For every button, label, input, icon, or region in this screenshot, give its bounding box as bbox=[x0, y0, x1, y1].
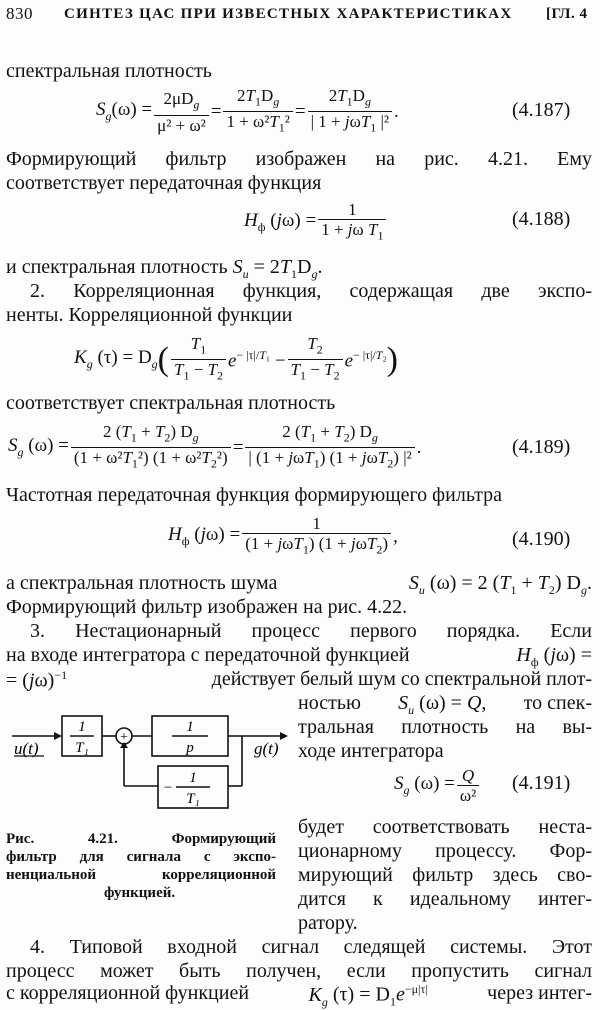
figure-caption: Рис. 4.21. Формирующий bbox=[6, 831, 276, 847]
inline-formula: $H_ф$ (jω) = bbox=[516, 644, 592, 669]
equation-number: (4.189) bbox=[512, 436, 571, 458]
svg-text:1: 1 bbox=[189, 770, 197, 786]
equation-4-188: $H_ф$ (jω) = $\frac{1}{1 + j\omega T_1}$ bbox=[244, 200, 388, 245]
text-line: тральная плотность на вы- bbox=[298, 716, 592, 738]
text-line bbox=[6, 982, 592, 1010]
inline-formula: $S_u$ (ω) = Q, bbox=[398, 692, 487, 717]
inline-formula: $S_u$ (ω) = 2 $(T_1 + T_2)$ $D_g$. bbox=[408, 572, 592, 597]
output-label: g(t) bbox=[254, 739, 279, 758]
text-fragment: с корреляционной функцией bbox=[6, 982, 250, 1004]
text-fragment: а спектральная плотность шума bbox=[6, 572, 278, 594]
inline-formula: $S_u = 2T_1D_g$. bbox=[232, 256, 323, 281]
text-line: соответствует спектральная плотность bbox=[6, 392, 336, 414]
text-line bbox=[6, 668, 592, 693]
page-number: 830 bbox=[6, 4, 33, 23]
text-line: ционарному процессу. Фор- bbox=[298, 840, 592, 862]
text-fragment: то спек- bbox=[523, 692, 592, 714]
figure-caption: ненциальной корреляционной bbox=[6, 867, 276, 883]
input-label: u(t) bbox=[14, 739, 39, 758]
equation-4-189: $S_g$ (ω) = $\frac{2 (T_1 + T_2) D_g}{(1 + \omega^2T_1^2) (1 + \omega^2T_2^2)}$ = $\frac{2 (T_1 + T_2) D_g}{| (1 + j\omega T_1) (1 + j\omega T_2) |^2}$ . bbox=[8, 422, 421, 474]
svg-text:T₁: T₁ bbox=[75, 740, 89, 756]
equation-4-190: $H_ф$ (jω) = $\frac{1}{(1 + j\omega T_1) (1 + j\omega T_2)}$ , bbox=[168, 514, 398, 559]
svg-text:−: − bbox=[163, 780, 173, 796]
equation-number: (4.188) bbox=[512, 208, 571, 230]
text-line: спектральная плотность bbox=[6, 60, 212, 82]
inline-formula: = $(j\omega)^{-1}$ bbox=[6, 668, 68, 692]
text-line: дится к идеальному интег- bbox=[298, 888, 592, 910]
text-fragment: и спектральная плотность bbox=[6, 256, 228, 278]
block-diagram bbox=[4, 708, 294, 828]
text-line: мирующий фильтр здесь сво- bbox=[298, 864, 592, 886]
text-line bbox=[6, 572, 592, 598]
text-line: соответствует передаточная функция bbox=[6, 172, 322, 194]
text-line: Формирующий фильтр изображен на рис. 4.22. bbox=[6, 596, 408, 618]
figure-caption: функцией. bbox=[104, 885, 176, 901]
equation-correlation: $K_g$ $(\tau) = D_g$ ( $\frac{T_1}{T_1 - T_2}$ $e^{- |\tau|/T_1}$ − $\frac{T_2}{T_1 - T_2}$ $e^{- |\tau|/T_2}$ ) bbox=[74, 334, 398, 386]
text-fragment: ностью bbox=[298, 692, 361, 714]
text-fragment: действует белый шум со спектральной плот- bbox=[211, 668, 592, 690]
svg-text:1: 1 bbox=[186, 719, 194, 735]
text-line: ратору. bbox=[298, 912, 358, 934]
inline-formula: $K_g$ $(\tau) = D_1e^{-\mu|\tau|}$ bbox=[308, 982, 428, 1009]
text-line: ходе интегратора bbox=[298, 740, 444, 762]
text-line: 2. Корреляционная функция, содержащая две экспо- bbox=[30, 280, 592, 302]
text-line: процесс может быть получен, если пропустить сигнал bbox=[6, 960, 592, 982]
svg-text:T₁: T₁ bbox=[186, 791, 200, 807]
text-line: 3. Нестационарный процесс первого порядка. Если bbox=[30, 620, 592, 642]
equation-number: (4.187) bbox=[512, 99, 571, 121]
equation-4-187: $S_g(\omega)$ = $\frac{2\mu D_g}{\text{μ² + ω²}}$ = $\frac{2T_1D_g}{1 + \omega^2T_1^2}$ = $\frac{2T_1D_g}{| 1 + j\omega T_1 |^2}$ . bbox=[96, 86, 399, 138]
text-line bbox=[6, 256, 323, 282]
chapter-label: [ГЛ. 4 bbox=[546, 6, 588, 22]
text-fragment: на входе интегратора с передаточной функцией bbox=[6, 644, 410, 666]
svg-text:p: p bbox=[186, 740, 194, 756]
text-line: Частотная передаточная функция формирующего фильтра bbox=[6, 484, 503, 506]
svg-text:+: + bbox=[120, 730, 128, 745]
running-title: СИНТЕЗ ЦАС ПРИ ИЗВЕСТНЫХ ХАРАКТЕРИСТИКАХ bbox=[64, 6, 513, 22]
text-fragment: через интег- bbox=[487, 982, 592, 1004]
figure-caption: фильтр для сигнала с экспо- bbox=[6, 849, 276, 865]
text-line: Формирующий фильтр изображен на рис. 4.21. Ему bbox=[6, 148, 592, 170]
equation-number: (4.190) bbox=[512, 528, 571, 550]
text-line: будет соответствовать неста- bbox=[298, 816, 592, 838]
equation-4-191: $S_g$ (ω) = $\frac{Q}{\text{ω²}}$ bbox=[394, 766, 481, 805]
text-line: ненты. Корреляционной функции bbox=[6, 304, 293, 326]
text-line bbox=[298, 692, 592, 718]
svg-text:1: 1 bbox=[78, 719, 86, 735]
text-line bbox=[6, 644, 592, 670]
text-line: 4. Типовой входной сигнал следящей системы. Этот bbox=[30, 936, 592, 958]
equation-number: (4.191) bbox=[512, 772, 571, 794]
